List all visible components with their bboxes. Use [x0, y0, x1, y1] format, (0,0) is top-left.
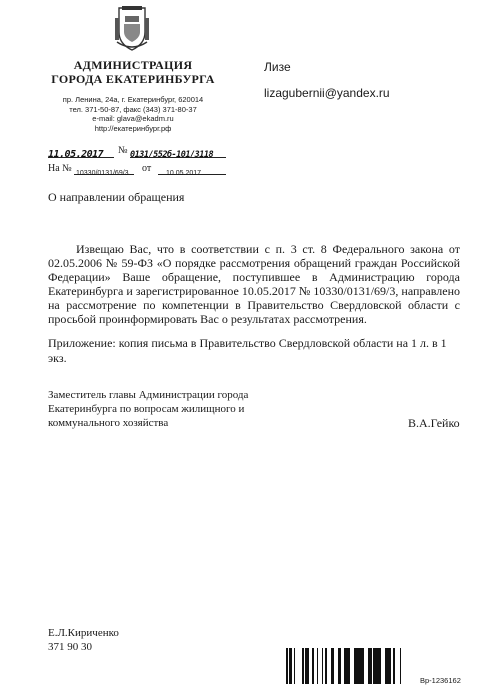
- outgoing-number-label: №: [118, 145, 128, 156]
- signer-position-line: коммунального хозяйства: [48, 417, 169, 429]
- incoming-number-label: На №: [48, 163, 72, 174]
- website-line: http://екатеринбург.рф: [94, 123, 172, 133]
- executor-name: Е.Л.Кириченко: [48, 627, 119, 639]
- appendix-note: Приложение: копия письма в Правительство Свердловской области на 1 л. в 1 экз.: [48, 336, 447, 365]
- letter-subject: О направлении обращения: [48, 190, 185, 204]
- incoming-number-field: [74, 162, 134, 175]
- outgoing-date-field: [48, 144, 114, 158]
- incoming-number: 10330/0131/69/3: [76, 170, 129, 177]
- outgoing-date: 11.05.2017: [48, 149, 104, 160]
- incoming-date-field: [158, 162, 226, 175]
- recipient-name: Лизе: [264, 60, 291, 74]
- org-name-line2: ГОРОДА ЕКАТЕРИНБУРГА: [51, 72, 215, 86]
- outgoing-number-field: [130, 144, 226, 158]
- executor-block: [48, 626, 119, 654]
- org-name-line1: АДМИНИСТРАЦИЯ: [73, 58, 193, 72]
- signer-position-line: Заместитель главы Администрации города: [48, 389, 249, 401]
- signer-position-line: Екатеринбурга по вопросам жилищного и: [48, 403, 245, 415]
- executor-phone: 371 90 30: [48, 641, 92, 653]
- coat-of-arms-icon: [113, 6, 151, 52]
- recipient-email: lizagubernii@yandex.ru: [264, 86, 390, 100]
- incoming-date: 10.05.2017: [166, 170, 202, 177]
- letter-body: [48, 242, 460, 326]
- incoming-date-label: от: [142, 163, 152, 174]
- signer-position: [48, 388, 288, 430]
- registration-number: Вр-1236162: [420, 676, 461, 685]
- outgoing-number: 0131/552б-101/3118: [130, 150, 214, 158]
- signer-name: В.А.Гейко: [408, 416, 460, 430]
- body-paragraph: Извещаю Вас, что в соответствии с п. 3 ст. 8 Федерального закона от 02.05.2006 № 59-ФЗ «О порядке рассмотрения обращений граждан Российской Федерации» Ваше обращение, поступившее в Администрацию города Екатеринбурга и зарегистрированное 10.05.2017 № 10330/0131/69/3, направлено на рассмотрение по компетенции в Правительство Свердловской области с просьбой проинформировать Вас о результатах рассмотрения.: [48, 242, 460, 326]
- barcode-icon: [286, 648, 411, 684]
- address-line: пр. Ленина, 24а, г. Екатеринбург, 620014: [62, 95, 204, 104]
- org-address: [40, 95, 226, 133]
- phone-line: тел. 371-50-87, факс (343) 371-80-37: [69, 104, 197, 114]
- email-line: e-mail: glava@ekadm.ru: [92, 114, 174, 123]
